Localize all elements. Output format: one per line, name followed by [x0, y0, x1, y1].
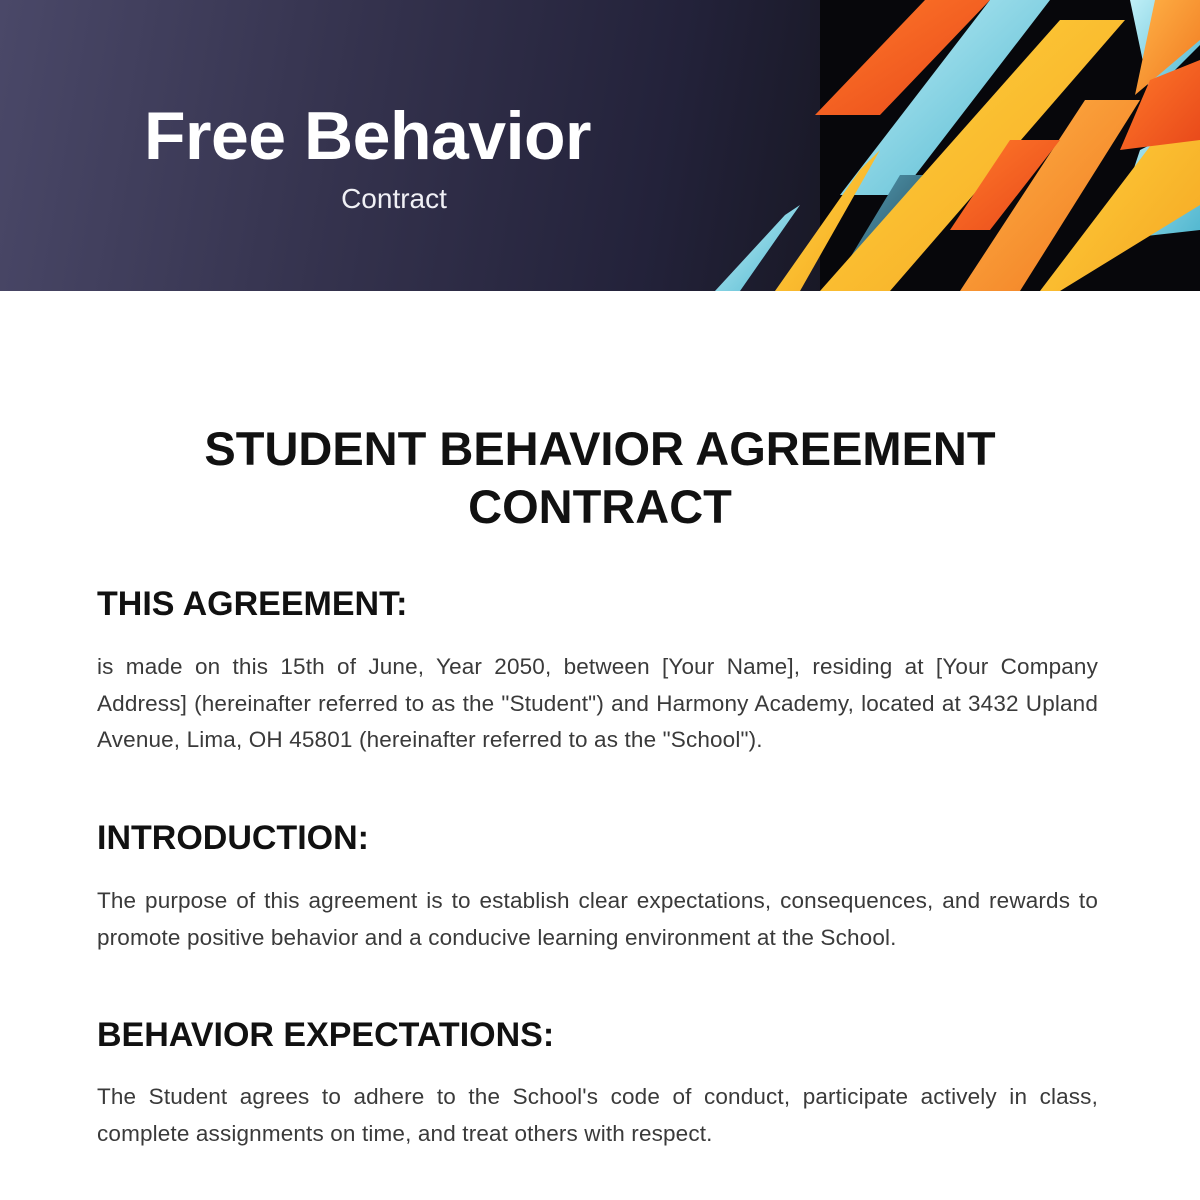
banner-subtitle: Contract [341, 183, 447, 214]
section-heading-this-agreement: THIS AGREEMENT: [97, 585, 408, 623]
document-title-line-1: STUDENT BEHAVIOR AGREEMENT [204, 422, 996, 475]
document-title-line-2: CONTRACT [468, 480, 732, 533]
banner-title: Free Behavior [143, 98, 592, 174]
section-heading-introduction: INTRODUCTION: [97, 819, 369, 857]
section-body-this-agreement: is made on this 15th of June, Year 2050, between [Your Name], residing at [Your Company Address] (hereinafter referred to as the "Student") and Harmony Academy, located at 3432 Upland Avenue, Lima, OH 45801 (hereinafter referred to as the "School"). [97, 654, 1098, 752]
section-body-introduction: The purpose of this agreement is to establish clear expectations, consequences, and rewards to promote positive behavior and a conducive learning environment at the School. [97, 888, 1098, 950]
section-body-behavior-expectations: The Student agrees to adhere to the School's code of conduct, participate actively in class, complete assignments on time, and treat others with respect. [97, 1084, 1098, 1146]
document-title [100, 420, 1100, 536]
section-heading-behavior-expectations: BEHAVIOR EXPECTATIONS: [97, 1016, 555, 1054]
header-banner [0, 0, 1200, 291]
